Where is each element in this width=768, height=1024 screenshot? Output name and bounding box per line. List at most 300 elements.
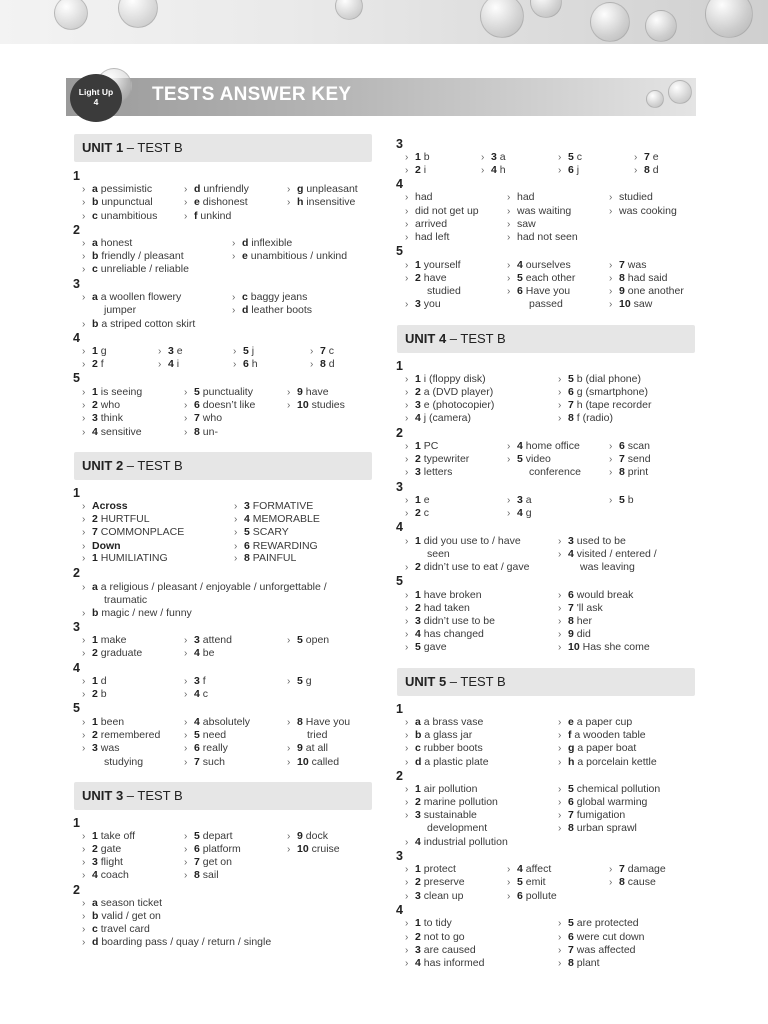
question-number: 5 xyxy=(73,701,80,715)
question-number: 1 xyxy=(396,359,403,373)
answer-item xyxy=(234,526,289,539)
answer-key-label: 7 xyxy=(619,863,628,875)
answer-item xyxy=(82,923,150,936)
answer-key-label: 4 xyxy=(92,869,101,881)
answer-text: dock xyxy=(305,830,328,842)
answer-text: her xyxy=(576,615,592,627)
answer-text: HUMILIATING xyxy=(100,552,168,564)
chevron-icon: › xyxy=(507,260,511,271)
answer-text: f xyxy=(100,358,104,370)
answer-item xyxy=(184,196,248,209)
answer-item xyxy=(287,399,345,412)
chevron-icon: › xyxy=(184,197,188,209)
chevron-icon: › xyxy=(507,441,511,452)
answer-item xyxy=(558,548,657,561)
answer-text: had not seen xyxy=(517,231,578,243)
chevron-icon: › xyxy=(558,730,562,741)
answer-key-label: 4 xyxy=(194,716,203,728)
answer-text: g xyxy=(525,507,532,519)
chevron-icon: › xyxy=(82,676,86,687)
answer-item xyxy=(507,285,570,298)
answer-key-label: 10 xyxy=(297,399,312,411)
answer-key-label: 6 xyxy=(244,540,253,552)
chevron-icon: › xyxy=(507,864,511,875)
answer-item xyxy=(184,869,219,882)
unit-separator: – xyxy=(123,140,138,155)
answer-text: coach xyxy=(100,869,129,881)
unit-name: UNIT 2 xyxy=(82,458,124,473)
answer-item xyxy=(609,298,652,311)
answer-item xyxy=(287,742,328,755)
answer-item xyxy=(558,822,637,835)
answer-item xyxy=(405,386,493,399)
chevron-icon: › xyxy=(184,831,188,842)
answer-text: preserve xyxy=(423,876,465,888)
answer-text: HURTFUL xyxy=(100,513,150,525)
answer-key-label: 10 xyxy=(297,756,312,768)
chevron-icon: › xyxy=(234,527,238,538)
answer-key-label: 3 xyxy=(244,500,253,512)
answer-text: j xyxy=(251,345,255,357)
answer-text: h xyxy=(499,164,506,176)
answer-text: typewriter xyxy=(423,453,470,465)
chevron-icon: › xyxy=(558,549,562,560)
chevron-icon: › xyxy=(184,635,188,646)
answer-item xyxy=(82,500,128,513)
answer-item xyxy=(82,910,161,923)
answer-item xyxy=(82,318,195,331)
answer-text: pollute xyxy=(525,890,557,902)
chevron-icon: › xyxy=(405,810,409,821)
answer-text: cause xyxy=(627,876,656,888)
question-number: 2 xyxy=(73,566,80,580)
answer-text: one another xyxy=(627,285,684,297)
chevron-icon: › xyxy=(481,165,485,176)
chevron-icon: › xyxy=(82,648,86,659)
answer-key-label: 4 xyxy=(415,836,424,848)
question-number: 1 xyxy=(73,816,80,830)
answer-item xyxy=(507,876,546,889)
test-name: TEST B xyxy=(137,788,183,803)
chevron-icon: › xyxy=(234,553,238,564)
answer-item xyxy=(405,944,476,957)
chevron-icon: › xyxy=(405,603,409,614)
answer-key-label: 3 xyxy=(415,615,424,627)
answer-text: c xyxy=(202,688,209,700)
answer-key-label: 10 xyxy=(297,843,312,855)
answer-text: global warming xyxy=(576,796,648,808)
chevron-icon: › xyxy=(405,536,409,547)
answer-key-label: d xyxy=(92,936,102,948)
chevron-icon: › xyxy=(287,676,291,687)
answer-item xyxy=(82,250,184,263)
answer-text: a striped cotton skirt xyxy=(101,318,196,330)
answer-item xyxy=(558,756,657,769)
answer-key-label: 3 xyxy=(168,345,177,357)
chevron-icon: › xyxy=(405,467,409,478)
chevron-icon: › xyxy=(287,831,291,842)
answer-key-label: 4 xyxy=(194,688,203,700)
answer-item xyxy=(609,453,651,466)
answer-text: emit xyxy=(525,876,546,888)
chevron-icon: › xyxy=(82,197,86,209)
header-band xyxy=(0,0,768,44)
unit-header xyxy=(74,782,372,810)
answer-item xyxy=(82,830,135,843)
answer-item xyxy=(634,164,659,177)
answer-text: honest xyxy=(100,237,133,249)
answer-text: has changed xyxy=(423,628,484,640)
chevron-icon: › xyxy=(82,743,86,754)
answer-text: studied xyxy=(619,191,653,203)
answer-key-label: 1 xyxy=(415,589,424,601)
answer-text: was xyxy=(100,742,120,754)
answer-item xyxy=(287,756,339,769)
answer-item xyxy=(287,675,312,688)
answer-key-label: 8 xyxy=(194,426,203,438)
answer-key-label: 8 xyxy=(297,716,306,728)
answer-key-label: 2 xyxy=(415,931,424,943)
chevron-icon: › xyxy=(405,864,409,875)
answer-item xyxy=(158,345,183,358)
chevron-icon: › xyxy=(558,387,562,398)
question-number: 2 xyxy=(396,426,403,440)
answer-text: to tidy xyxy=(423,917,452,929)
chevron-icon: › xyxy=(82,911,86,922)
chevron-icon: › xyxy=(405,877,409,888)
answer-item xyxy=(558,917,639,930)
bubble-decoration xyxy=(530,0,562,18)
answer-text: be xyxy=(202,647,215,659)
answer-text: had xyxy=(415,191,433,203)
answer-item xyxy=(481,151,506,164)
chevron-icon: › xyxy=(634,152,638,163)
answer-text: f xyxy=(202,675,206,687)
answer-key-label: 5 xyxy=(619,494,628,506)
answer-item xyxy=(184,647,214,660)
answer-text: SCARY xyxy=(252,526,289,538)
answer-key-label: d xyxy=(242,237,252,249)
answer-item xyxy=(184,756,225,769)
answer-key-label: 3 xyxy=(568,535,577,547)
answer-continuation: studying xyxy=(104,756,144,768)
answer-key-label: 10 xyxy=(568,641,583,653)
answer-text: e xyxy=(652,151,659,163)
chevron-icon: › xyxy=(233,359,237,370)
chevron-icon: › xyxy=(405,152,409,163)
answer-key-label: 3 xyxy=(415,809,424,821)
answer-text: c xyxy=(423,507,430,519)
chevron-icon: › xyxy=(82,553,86,564)
chevron-icon: › xyxy=(609,260,613,271)
chevron-icon: › xyxy=(82,292,86,303)
answer-key-label: 5 xyxy=(243,345,252,357)
answer-item xyxy=(405,218,447,231)
answer-key-label: 4 xyxy=(92,426,101,438)
answer-key-label: d xyxy=(242,304,252,316)
answer-key-label: 2 xyxy=(415,386,424,398)
answer-text: a glass jar xyxy=(424,729,473,741)
answer-text: COMMONPLACE xyxy=(100,526,185,538)
answer-key-label: 8 xyxy=(568,615,577,627)
answer-item xyxy=(609,863,666,876)
answer-text: a xyxy=(499,151,506,163)
answer-text: dishonest xyxy=(202,196,248,209)
answer-item xyxy=(184,830,233,843)
answer-text: did you use to / have xyxy=(423,535,521,547)
chevron-icon: › xyxy=(310,359,314,370)
chevron-icon: › xyxy=(184,427,188,438)
answer-text: urban sprawl xyxy=(576,822,637,834)
answer-item xyxy=(184,843,241,856)
answer-item xyxy=(82,237,132,250)
chevron-icon: › xyxy=(405,260,409,271)
answer-key-label: 8 xyxy=(619,876,628,888)
answer-item xyxy=(405,602,470,615)
answer-key-label: 2 xyxy=(92,358,101,370)
answer-item xyxy=(184,716,250,729)
answer-text: PC xyxy=(423,440,439,452)
answer-key-label: 1 xyxy=(415,917,424,929)
chevron-icon: › xyxy=(609,454,613,465)
answer-text: f (radio) xyxy=(576,412,613,424)
answer-key-label: 1 xyxy=(92,675,101,687)
answer-text: visited / entered / xyxy=(576,548,657,560)
answer-key-label: 2 xyxy=(92,729,101,741)
question-number: 1 xyxy=(73,486,80,500)
answer-text: b xyxy=(100,688,107,700)
answer-text: was affected xyxy=(576,944,636,956)
answer-text: d xyxy=(100,675,107,687)
chevron-icon: › xyxy=(82,359,86,370)
chevron-icon: › xyxy=(609,273,613,284)
chevron-icon: › xyxy=(82,870,86,881)
answer-text: e xyxy=(423,494,430,506)
chevron-icon: › xyxy=(82,387,86,398)
chevron-icon: › xyxy=(634,165,638,176)
answer-key-label: h xyxy=(568,756,578,768)
answer-item xyxy=(405,876,465,889)
chevron-icon: › xyxy=(405,400,409,411)
answer-item xyxy=(82,210,157,223)
answer-item xyxy=(405,796,498,809)
answer-text: been xyxy=(100,716,125,728)
answer-item xyxy=(405,729,472,742)
answer-key-label: 5 xyxy=(244,526,253,538)
answer-key-label: b xyxy=(92,607,102,619)
answer-text: graduate xyxy=(100,647,143,659)
answer-key-label: 7 xyxy=(568,399,577,411)
answer-item xyxy=(405,298,441,311)
answer-item xyxy=(558,589,633,602)
answer-text: friendly / pleasant xyxy=(101,250,184,262)
answer-key-label: 3 xyxy=(194,675,203,687)
answer-key-label: 8 xyxy=(568,957,577,969)
answer-item xyxy=(609,272,667,285)
answer-item xyxy=(310,358,335,371)
bubble-decoration xyxy=(480,0,524,38)
chevron-icon: › xyxy=(405,958,409,969)
answer-item xyxy=(405,205,479,218)
chevron-icon: › xyxy=(558,374,562,385)
answer-text: i (floppy disk) xyxy=(423,373,486,385)
answer-text: print xyxy=(627,466,649,478)
answer-item xyxy=(405,151,430,164)
chevron-icon: › xyxy=(82,427,86,438)
answer-text: unreliable / reliable xyxy=(100,263,189,275)
unit-name: UNIT 1 xyxy=(82,140,124,155)
answer-item xyxy=(82,358,104,371)
answer-text: open xyxy=(305,634,330,646)
answer-item xyxy=(82,263,189,276)
answer-key-label: 3 xyxy=(92,742,101,754)
answer-text: b (dial phone) xyxy=(576,373,641,385)
chevron-icon: › xyxy=(558,629,562,640)
chevron-icon: › xyxy=(184,400,188,411)
answer-item xyxy=(184,183,249,196)
answer-key-label: 8 xyxy=(320,358,329,370)
question-number: 4 xyxy=(396,520,403,534)
chevron-icon: › xyxy=(558,603,562,614)
answer-text: send xyxy=(627,453,651,465)
answer-item xyxy=(82,399,120,412)
answer-text: travel card xyxy=(100,923,150,935)
answer-key-label: 1 xyxy=(92,386,101,398)
answer-item xyxy=(232,237,292,250)
answer-item xyxy=(82,291,181,304)
answer-text: is seeing xyxy=(100,386,143,398)
chevron-icon: › xyxy=(232,238,236,249)
answer-item xyxy=(184,386,253,399)
answer-item xyxy=(287,830,328,843)
answer-key-label: 2 xyxy=(415,164,424,176)
chevron-icon: › xyxy=(82,400,86,411)
answer-item xyxy=(82,607,192,620)
answer-text: home office xyxy=(525,440,580,452)
answer-text: doesn’t like xyxy=(202,399,256,411)
chevron-icon: › xyxy=(82,635,86,646)
answer-item xyxy=(507,272,575,285)
answer-text: j (camera) xyxy=(423,412,472,424)
answer-item xyxy=(184,426,218,439)
chevron-icon: › xyxy=(232,292,236,303)
answer-key-label: 9 xyxy=(568,628,577,640)
answer-item xyxy=(507,191,535,204)
answer-text: had said xyxy=(627,272,668,284)
answer-key-label: 7 xyxy=(568,809,577,821)
chevron-icon: › xyxy=(82,689,86,700)
answer-text: c xyxy=(328,345,335,357)
answer-key-label: f xyxy=(568,729,575,741)
answer-text: a wooden table xyxy=(574,729,646,741)
chevron-icon: › xyxy=(405,232,409,243)
answer-item xyxy=(82,426,142,439)
answer-item xyxy=(558,796,647,809)
answer-text: punctuality xyxy=(202,386,253,398)
unit-separator: – xyxy=(123,458,138,473)
answer-item xyxy=(184,399,255,412)
unit-name: UNIT 5 xyxy=(405,674,447,689)
chevron-icon: › xyxy=(481,152,485,163)
answer-item xyxy=(184,729,226,742)
answer-text: PAINFUL xyxy=(252,552,297,564)
chevron-icon: › xyxy=(507,192,511,203)
chevron-icon: › xyxy=(82,730,86,741)
answer-key-label: 5 xyxy=(194,729,203,741)
bubble-decoration xyxy=(645,10,677,42)
chevron-icon: › xyxy=(287,387,291,398)
answer-text: FORMATIVE xyxy=(252,500,314,512)
answer-text: industrial pollution xyxy=(423,836,508,848)
answer-key-label: 8 xyxy=(619,466,628,478)
test-name: TEST B xyxy=(460,331,506,346)
answer-key-label: 7 xyxy=(194,856,203,868)
chevron-icon: › xyxy=(82,608,86,619)
answer-text: d xyxy=(652,164,659,176)
chevron-icon: › xyxy=(82,527,86,538)
chevron-icon: › xyxy=(287,844,291,855)
answer-key-label: 1 xyxy=(415,863,424,875)
chevron-icon: › xyxy=(82,582,86,593)
answer-item xyxy=(507,259,571,272)
chevron-icon: › xyxy=(405,374,409,385)
answer-item xyxy=(82,513,150,526)
answer-item xyxy=(184,742,228,755)
answer-key-label: 7 xyxy=(194,756,203,768)
chevron-icon: › xyxy=(184,870,188,881)
chevron-icon: › xyxy=(558,152,562,163)
answer-item xyxy=(232,291,307,304)
answer-text: pessimistic xyxy=(100,183,153,195)
answer-item xyxy=(82,412,123,425)
answer-key-label: 8 xyxy=(644,164,653,176)
chevron-icon: › xyxy=(287,197,291,209)
answer-item xyxy=(558,628,591,641)
answer-key-label: 5 xyxy=(568,151,577,163)
question-number: 1 xyxy=(396,702,403,716)
answer-key-label: c xyxy=(92,923,101,935)
chevron-icon: › xyxy=(82,251,86,262)
answer-text: are caused xyxy=(423,944,476,956)
answer-text: such xyxy=(202,756,225,768)
answer-item xyxy=(558,399,651,412)
answer-key-label: 9 xyxy=(619,285,628,297)
answer-item xyxy=(82,675,107,688)
chevron-icon: › xyxy=(405,495,409,506)
chevron-icon: › xyxy=(405,219,409,230)
answer-item xyxy=(405,561,529,574)
answer-text: b xyxy=(423,151,430,163)
answer-item xyxy=(405,756,489,769)
chevron-icon: › xyxy=(558,945,562,956)
answer-text: saw xyxy=(517,218,536,230)
chevron-icon: › xyxy=(609,441,613,452)
answer-text: REWARDING xyxy=(252,540,318,552)
answer-text: Have you xyxy=(525,285,571,297)
answer-text: g xyxy=(100,345,107,357)
answer-text: un- xyxy=(202,426,218,438)
answer-key-label: e xyxy=(242,250,251,262)
test-name: TEST B xyxy=(137,140,183,155)
answer-text: yourself xyxy=(423,259,461,271)
answer-item xyxy=(82,716,124,729)
answer-item xyxy=(234,500,313,513)
answer-continuation: was leaving xyxy=(580,561,635,573)
answer-item xyxy=(82,742,119,755)
answer-key-label: 6 xyxy=(194,399,203,411)
chevron-icon: › xyxy=(558,757,562,768)
answer-item xyxy=(609,205,677,218)
